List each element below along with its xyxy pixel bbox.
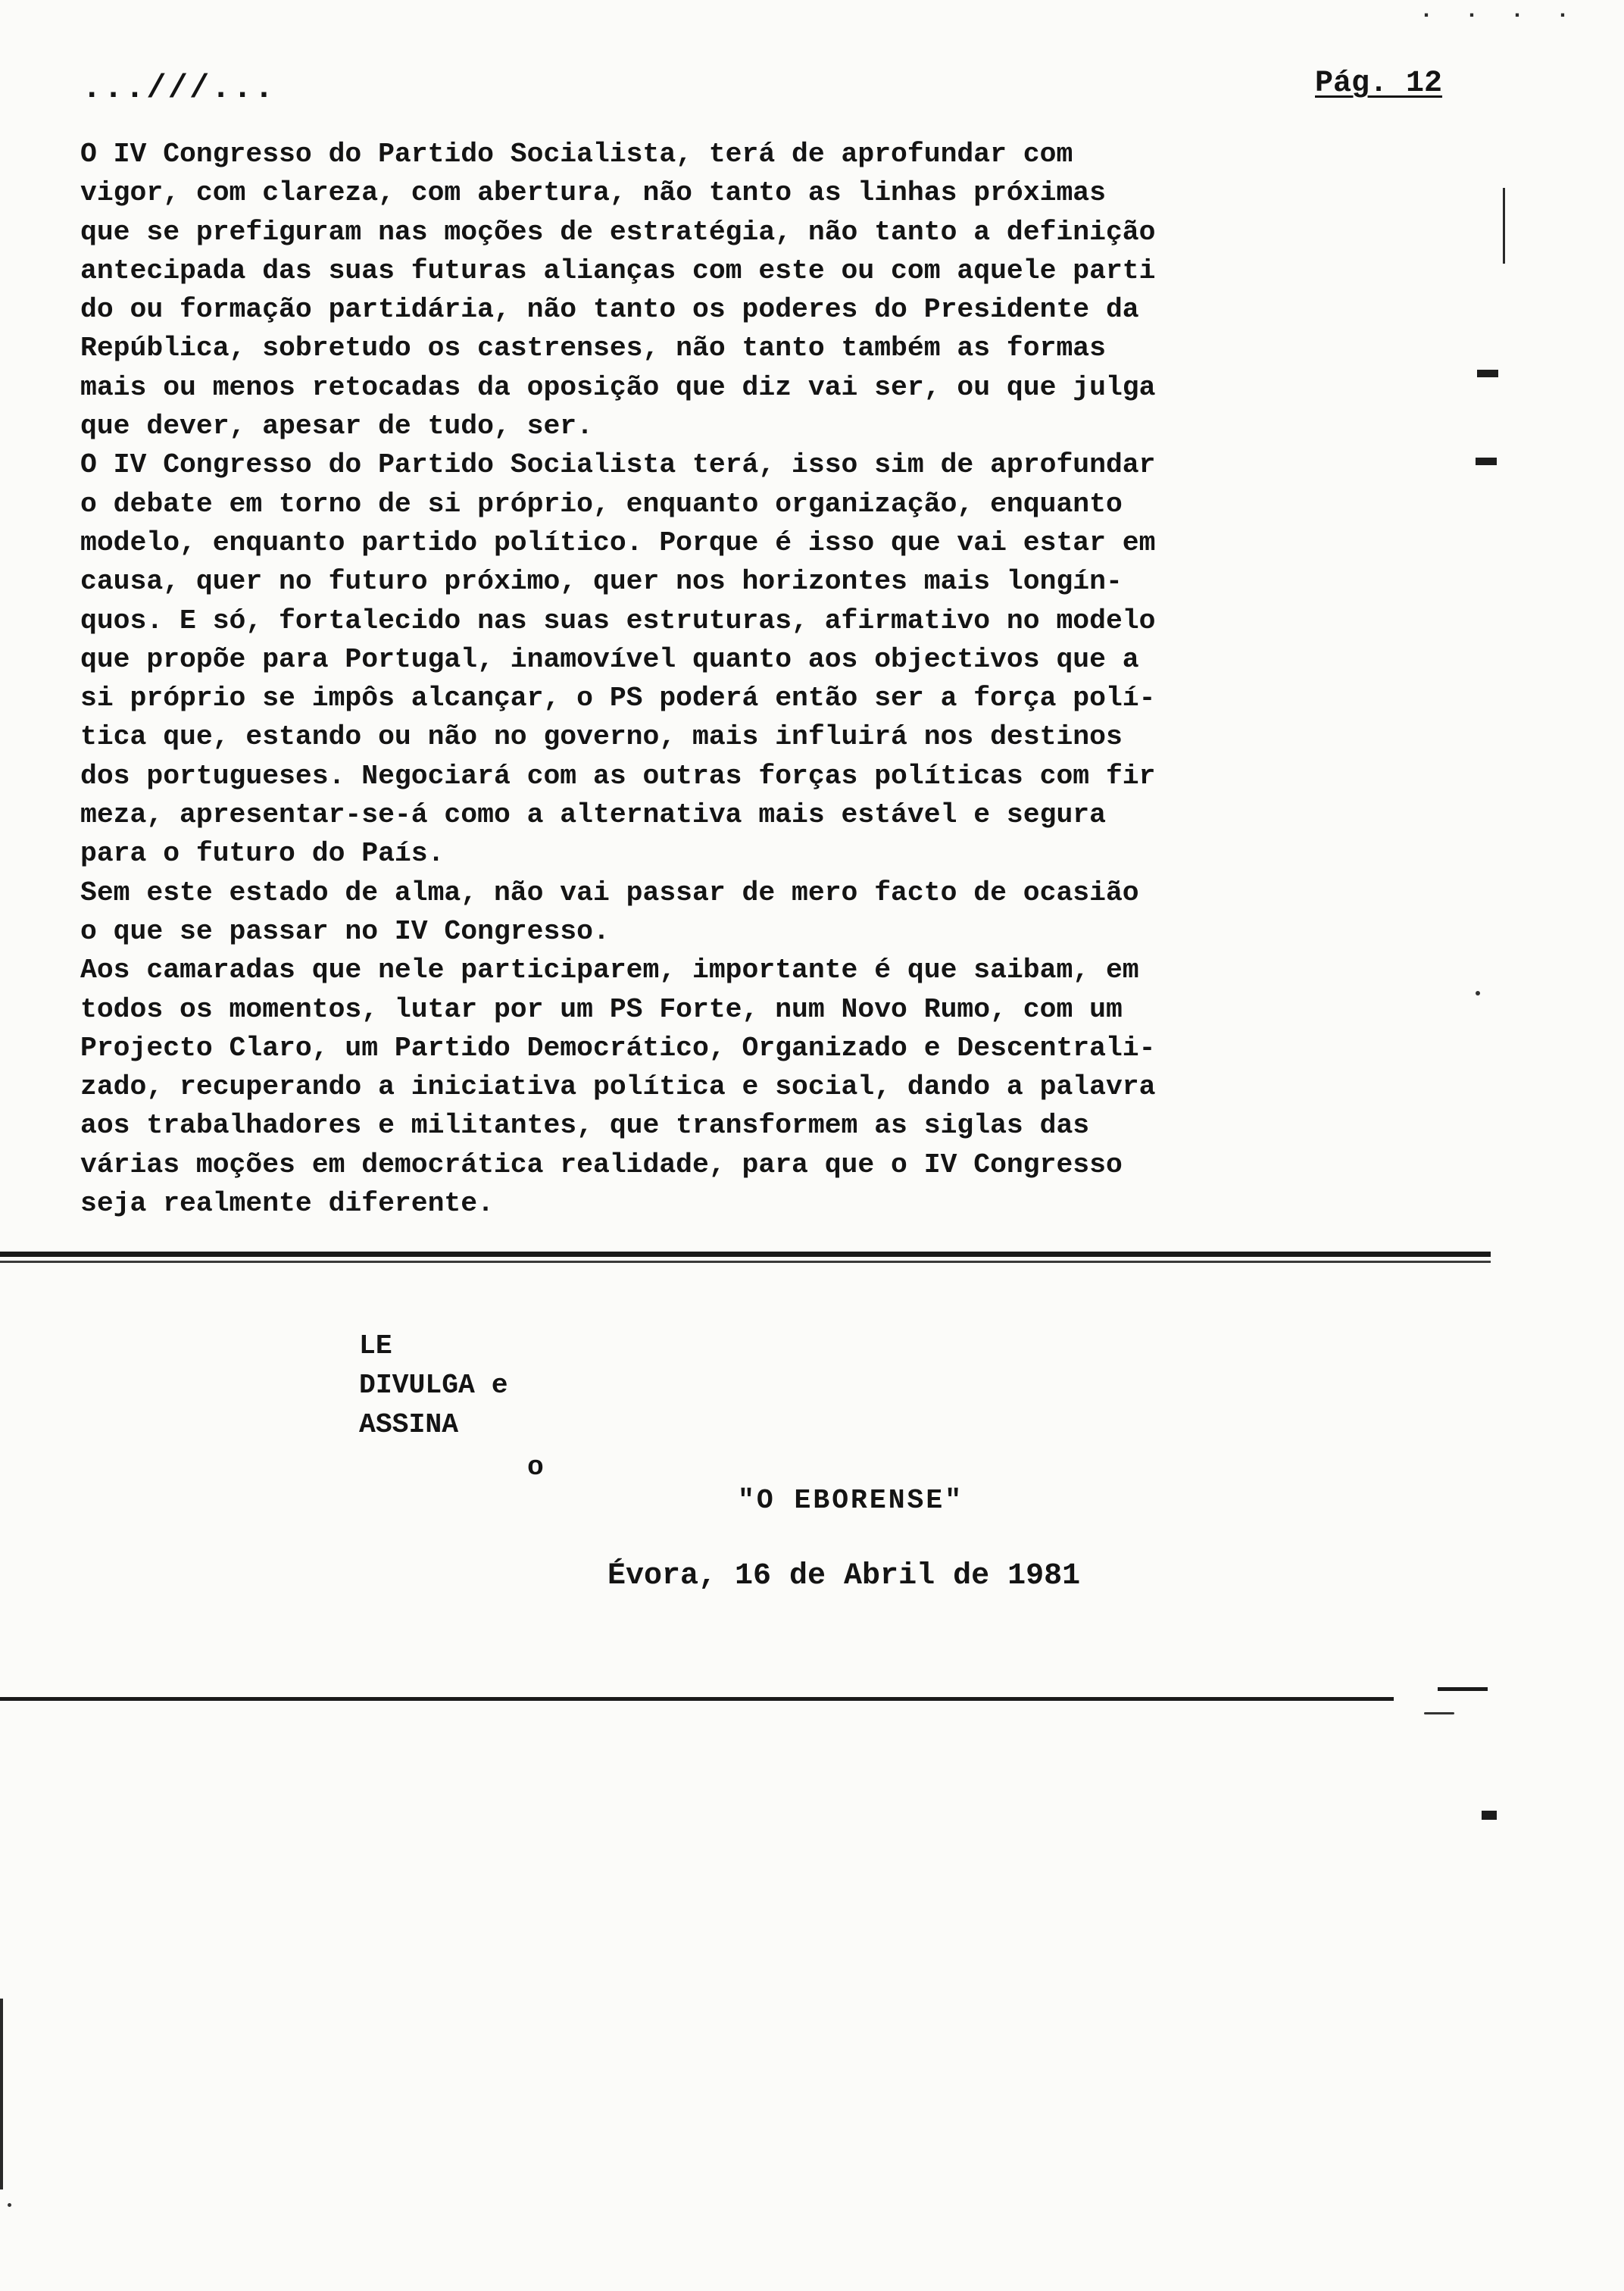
newspaper-name: "O EBORENSE" <box>738 1485 964 1516</box>
text-line: que dever, apesar de tudo, ser. <box>80 411 593 442</box>
text-line: o debate em torno de si próprio, enquanto organização, enquanto <box>80 488 1123 520</box>
scan-edge-line <box>1503 188 1505 264</box>
page-number: Pág. 12 <box>1315 67 1443 101</box>
text-line: dos portugueses. Negociará com as outras forças políticas com fir <box>80 760 1156 792</box>
margin-mark <box>1482 1811 1497 1820</box>
text-line: Projecto Claro, um Partido Democrático, Organizado e Descentrali- <box>80 1032 1156 1064</box>
text-line: Aos camaradas que nele participarem, importante é que saibam, em <box>80 955 1139 986</box>
text-line: vigor, com clareza, com abertura, não tanto as linhas próximas <box>80 177 1106 209</box>
text-line: tica que, estando ou não no governo, mais influirá nos destinos <box>80 721 1123 753</box>
corner-marks: · · · · <box>1419 3 1579 29</box>
text-line: que propõe para Portugal, inamovível quanto aos objectivos que a <box>80 643 1139 675</box>
text-line: O IV Congresso do Partido Socialista terá, isso sim de aprofundar <box>80 449 1156 481</box>
text-line: O IV Congresso do Partido Socialista, terá de aprofundar com <box>80 139 1073 170</box>
text-line: si próprio se impôs alcançar, o PS poderá então ser a força polí- <box>80 683 1156 714</box>
text-line: o que se passar no IV Congresso. <box>80 915 610 947</box>
text-line: mais ou menos retocadas da oposição que diz vai ser, ou que julga <box>80 371 1156 403</box>
scan-speck <box>1476 991 1480 995</box>
margin-mark <box>1477 370 1498 377</box>
body-text <box>80 135 1519 1223</box>
text-line: todos os momentos, lutar por um PS Forte, num Novo Rumo, com um <box>80 993 1123 1025</box>
signature-assina: ASSINA <box>359 1409 459 1440</box>
text-line: várias moções em democrática realidade, para que o IV Congresso <box>80 1149 1123 1180</box>
signature-le: LE <box>359 1330 392 1361</box>
bottom-rule <box>0 1697 1394 1701</box>
scan-edge-line <box>0 1999 3 2189</box>
divider-rule-underline <box>0 1261 1491 1263</box>
text-line: modelo, enquanto partido político. Porque é isso que vai estar em <box>80 527 1156 558</box>
text-line: zado, recuperando a iniciativa política e social, dando a palavra <box>80 1071 1156 1103</box>
text-line: Sem este estado de alma, não vai passar de mero facto de ocasião <box>80 877 1139 908</box>
continuation-marker: ...///... <box>82 70 276 108</box>
text-line: meza, apresentar-se-á como a alternativa mais estável e segura <box>80 799 1106 831</box>
text-line: antecipada das suas futuras alianças com este ou com aquele parti <box>80 255 1156 286</box>
margin-mark <box>1476 458 1497 465</box>
divider-rule <box>0 1252 1491 1257</box>
text-line: seja realmente diferente. <box>80 1188 494 1220</box>
text-line: do ou formação partidária, não tanto os poderes do Presidente da <box>80 294 1139 326</box>
scan-speck <box>8 2203 11 2207</box>
text-line: aos trabalhadores e militantes, que transformem as siglas das <box>80 1110 1090 1142</box>
text-line: que se prefiguram nas moções de estratégia, não tanto a definição <box>80 216 1156 248</box>
bottom-rule-segment <box>1438 1687 1488 1691</box>
signature-article: o <box>527 1452 544 1483</box>
text-line: causa, quer no futuro próximo, quer nos horizontes mais longín- <box>80 566 1123 598</box>
signature-divulga: DIVULGA e <box>359 1370 508 1401</box>
text-line: República, sobretudo os castrenses, não tanto também as formas <box>80 333 1106 364</box>
text-line: para o futuro do País. <box>80 838 445 870</box>
text-line: quos. E só, fortalecido nas suas estruturas, afirmativo no modelo <box>80 605 1156 636</box>
place-and-date: Évora, 16 de Abril de 1981 <box>607 1559 1081 1593</box>
scan-speck <box>1424 1712 1454 1714</box>
